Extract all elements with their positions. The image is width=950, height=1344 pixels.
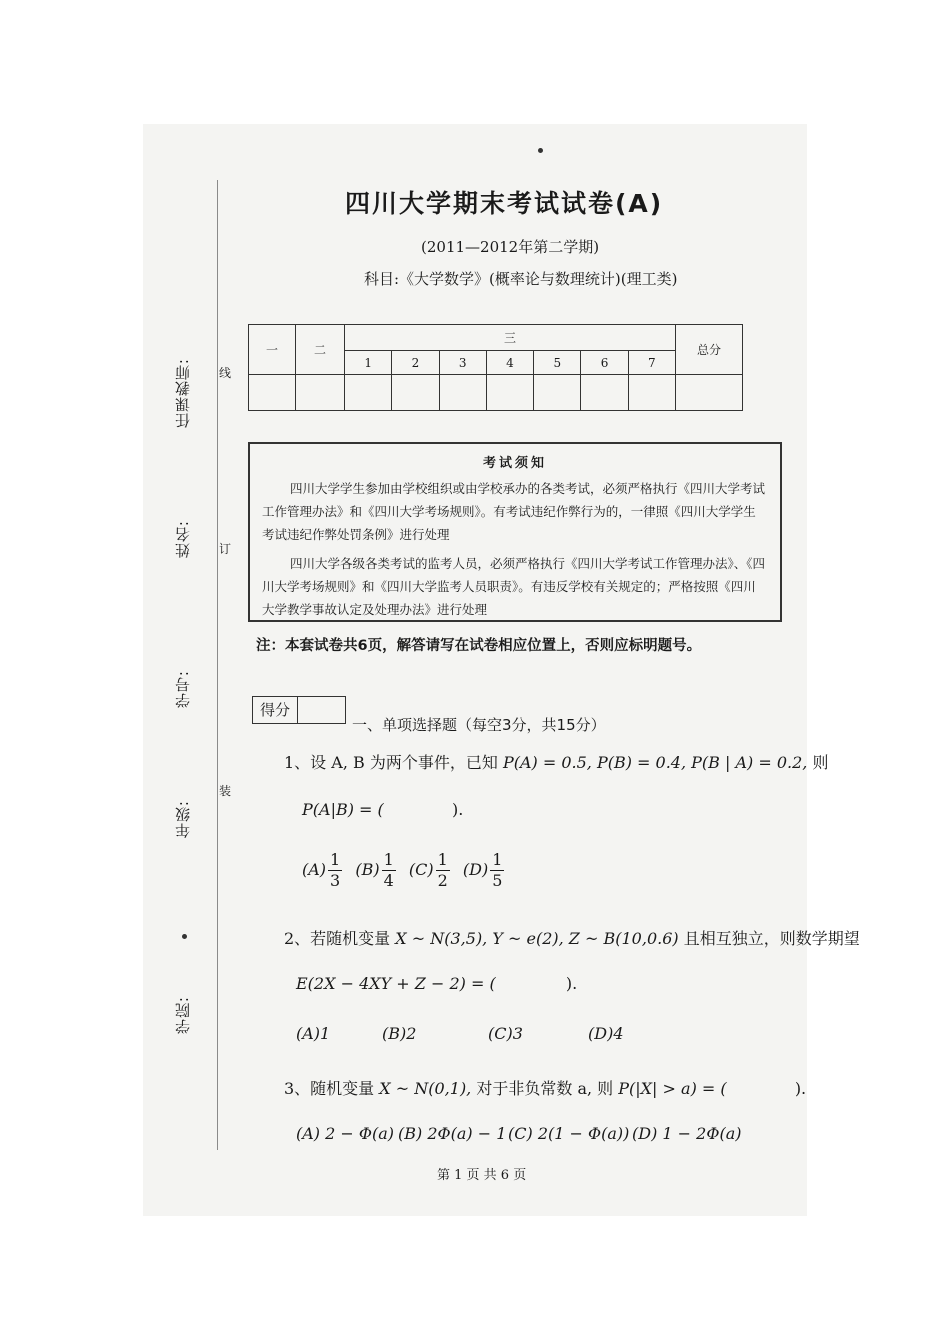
q1-condition: P(A) = 0.5, P(B) = 0.4, P(B | A) = 0.2, [502, 753, 808, 772]
q1-ask: P(A|B) = ( [302, 800, 384, 819]
speck [182, 934, 187, 939]
subject: 科目:《大学数学》(概率论与数理统计)(理工类) [364, 270, 678, 288]
q3-close: ). [794, 1079, 807, 1098]
q2-condition: X ~ N(3,5), Y ~ e(2), Z ~ B(10,0.6) [395, 929, 679, 948]
exam-notice [248, 442, 782, 622]
q1-close: ). [451, 800, 464, 819]
q2-stem: 2、若随机变量 [284, 929, 391, 948]
q3-option-d[interactable]: (D) 1 − 2Φ(a) [632, 1124, 742, 1143]
score-col-3: 三 [345, 325, 676, 351]
section-title: 一、单项选择题（每空3分，共15分） [352, 716, 606, 734]
score-subcol: 7 [628, 351, 675, 375]
semester: (2011—2012年第二学期) [421, 238, 600, 256]
score-cell[interactable] [581, 375, 628, 411]
q2-close: ). [565, 974, 578, 993]
q1-option-a[interactable]: (A) $\frac{1}{3}$ [302, 850, 341, 890]
score-subcol: 1 [345, 351, 392, 375]
question-2-stem [284, 926, 860, 949]
q3-ask: P(|X| > a) = ( [618, 1079, 727, 1098]
student-id-label: 学号: [174, 670, 192, 709]
score-cell[interactable] [676, 375, 743, 411]
q2-option-d[interactable]: (D)4 [588, 1024, 624, 1043]
question-3-stem [284, 1076, 806, 1099]
exam-note: 注：本套试卷共6页，解答请写在试卷相应位置上，否则应标明题号。 [256, 638, 702, 654]
q2-tail: 且相互独立，则数学期望 [683, 929, 860, 948]
score-col-2: 二 [296, 325, 345, 375]
question-1-options [302, 850, 512, 891]
binding-mark-line: 线 [219, 366, 232, 380]
teacher-label: 任课教师: [174, 358, 192, 429]
name-label: 姓名: [174, 520, 192, 559]
q1-option-d[interactable]: (D) $\frac{1}{5}$ [462, 850, 503, 890]
q1-option-c[interactable]: (C) $\frac{1}{2}$ [408, 850, 448, 890]
q3-condition: X ~ N(0,1), [379, 1079, 472, 1098]
grade-label: 年级: [174, 800, 192, 839]
score-input[interactable] [298, 697, 345, 723]
score-box [252, 696, 346, 724]
notice-paragraph: 四川大学学生参加由学校组织或由学校承办的各类考试，必须严格执行《四川大学考试工作管理办法》和《四川大学考场规则》。有考试违纪作弊行为的，一律照《四川大学学生考试违纪作弊处罚条例》进行处理 [262, 481, 766, 542]
exam-title: 四川大学期末考试试卷(A) [345, 189, 664, 218]
q3-option-b[interactable]: (B) 2Φ(a) − 1 [398, 1124, 507, 1143]
q2-option-c[interactable]: (C)3 [488, 1024, 523, 1043]
score-total: 总分 [676, 325, 743, 375]
question-2-ask [296, 974, 577, 993]
notice-paragraph: 四川大学各级各类考试的监考人员，必须严格执行《四川大学考试工作管理办法》、《四川大学考场规则》和《四川大学监考人员职责》。有违反学校有关规定的；严格按照《四川大学教学事故认定及处理办法》进行处理 [262, 556, 766, 617]
question-1-stem [284, 750, 828, 773]
score-cell[interactable] [534, 375, 581, 411]
q1-option-b[interactable]: (B) $\frac{1}{4}$ [355, 850, 394, 890]
score-label: 得分 [253, 697, 298, 723]
score-cell[interactable] [249, 375, 296, 411]
q2-ask: E(2X − 4XY + Z − 2) = ( [296, 974, 496, 993]
q2-option-a[interactable]: (A)1 [296, 1024, 331, 1043]
score-cell[interactable] [392, 375, 439, 411]
q3-option-a[interactable]: (A) 2 − Φ(a) [296, 1124, 395, 1143]
score-cell[interactable] [296, 375, 345, 411]
q1-then: 则 [812, 753, 829, 772]
binding-line [217, 180, 218, 1150]
score-cell[interactable] [439, 375, 486, 411]
q2-option-b[interactable]: (B)2 [382, 1024, 417, 1043]
q3-stem: 3、随机变量 [284, 1079, 375, 1098]
score-col-1: 一 [249, 325, 296, 375]
q3-option-c[interactable]: (C) 2(1 − Φ(a)) [508, 1124, 630, 1143]
score-subcol: 6 [581, 351, 628, 375]
score-cell[interactable] [345, 375, 392, 411]
score-subcol: 5 [534, 351, 581, 375]
q1-stem: 1、设 A, B 为两个事件，已知 [284, 753, 498, 772]
score-subcol: 2 [392, 351, 439, 375]
score-cell[interactable] [628, 375, 675, 411]
binding-mark-staple: 订 [219, 542, 232, 556]
speck [538, 148, 543, 153]
score-cell[interactable] [486, 375, 533, 411]
college-label: 学院: [174, 996, 192, 1035]
score-table [248, 324, 743, 411]
notice-title: 考试须知 [482, 456, 547, 471]
score-subcol: 4 [486, 351, 533, 375]
question-1-ask [302, 800, 463, 819]
q3-mid: 对于非负常数 a, 则 [476, 1079, 614, 1098]
score-subcol: 3 [439, 351, 486, 375]
binding-mark-binding: 装 [219, 784, 232, 798]
page-footer: 第 1 页 共 6 页 [437, 1168, 527, 1183]
